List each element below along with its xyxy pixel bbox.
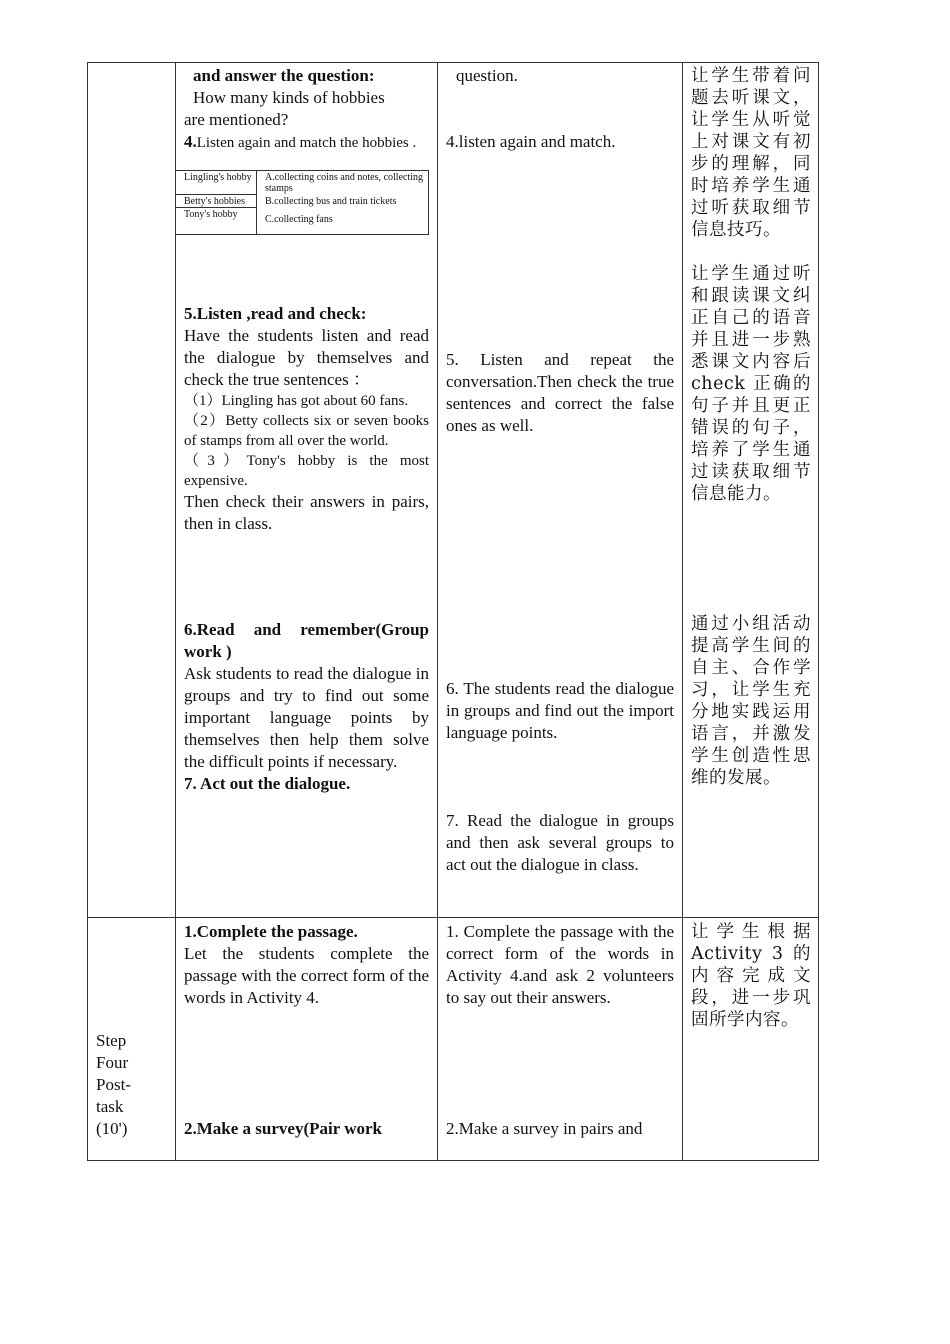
student-question: question. — [456, 66, 518, 85]
step7-heading: 7. Act out the dialogue. — [184, 774, 351, 793]
step5-sentence-3: （3）Tony's hobby is the most expensive. — [184, 453, 429, 489]
purpose-passage: 让学生根据 Activity 3 的内容完成文段，进一步巩固所学内容。 — [691, 922, 811, 1030]
step-label-task: task — [96, 1097, 124, 1116]
student-post1: 1. Complete the passage with the correct form of the words in Activity 4.and ask 2 volunteers to say out their answers. — [446, 922, 674, 1007]
table-border-left — [87, 62, 88, 1161]
table-border-right — [818, 62, 819, 1161]
step-label-four: Four — [96, 1053, 129, 1072]
step-label-time: (10') — [96, 1119, 128, 1138]
table-divider-2 — [437, 62, 438, 1161]
step4-heading — [184, 131, 429, 154]
hobby-match-table — [175, 170, 429, 235]
step5-after: Then check their answers in pairs, then in class. — [184, 492, 429, 533]
purpose-listening: 让学生带着问题去听课文，让学生从听觉上对课文有初步的理解，同时培养学生通过听获取细节信息技巧。 — [691, 66, 811, 240]
match-left-2: Betty's hobbies — [184, 196, 245, 207]
purpose-reading-check: 让学生通过听和跟读课文纠正自己的语音并且进一步熟悉课文内容后 check 正确的句子并且更正错误的句子，培养了学生通过读获取细节信息能力。 — [691, 264, 811, 504]
step-label-step: Step — [96, 1031, 127, 1050]
teacher-activity-post2 — [184, 1118, 429, 1140]
student-post2: 2.Make a survey in pairs and — [446, 1119, 643, 1138]
student-step5: 5. Listen and repeat the conversation.Then check the true sentences and correct the false ones as well. — [446, 350, 674, 435]
post1-heading: 1.Complete the passage. — [184, 922, 358, 941]
step5-sentence-1: （1）Lingling has got about 60 fans. — [184, 393, 409, 409]
post1-description: Let the students complete the passage with the correct form of the words in Activity 4. — [184, 944, 429, 1007]
step4-number: 4. — [184, 132, 197, 151]
table-border-bottom — [87, 1160, 819, 1161]
teacher-activity-post1 — [184, 921, 429, 1009]
match-right-3: C.collecting fans — [265, 214, 333, 225]
teacher-activity-top — [184, 65, 429, 154]
student-step6: 6. The students read the dialogue in groups and find out the import language points. — [446, 679, 674, 742]
match-right-2: B.collecting bus and train tickets — [265, 196, 397, 207]
step5-sentence-2: （2）Betty collects six or seven books of stamps from all over the world. — [184, 413, 429, 449]
step-label — [96, 1030, 166, 1140]
purpose-group-work: 通过小组活动提高学生间的自主、合作学习，让学生充分地实践运用语言，并激发学生创造性思维的发展。 — [691, 614, 811, 788]
step6-heading: 6.Read and remember(Group work ) — [184, 620, 429, 661]
step4-text: Listen again and match the hobbies . — [196, 135, 417, 151]
table-row-divider — [87, 917, 819, 918]
post2-heading: 2.Make a survey(Pair work — [184, 1119, 382, 1138]
match-left-3: Tony's hobby — [184, 209, 238, 220]
teacher-activity-step6 — [184, 619, 429, 795]
step5-description: Have the students listen and read the dialogue by themselves and check the true sentences ： — [184, 326, 429, 389]
teacher-activity-step5 — [184, 303, 429, 535]
step-label-post: Post- — [96, 1075, 131, 1094]
student-step4: 4.listen again and match. — [446, 132, 616, 151]
step6-description: Ask students to read the dialogue in groups and try to find out some important language points by themselves then help them solve the difficult points if necessary. — [184, 664, 429, 771]
match-left-1: Lingling's hobby — [184, 172, 252, 183]
student-step7: 7. Read the dialogue in groups and then ask several groups to act out the dialogue in class. — [446, 811, 674, 874]
table-divider-3 — [682, 62, 683, 1161]
hobbies-question-line1: How many kinds of hobbies — [193, 88, 385, 107]
listen-answer-heading: and answer the question: — [193, 66, 375, 85]
match-right-1: A.collecting coins and notes, collecting stamps — [265, 172, 423, 194]
table-border-top — [87, 62, 819, 63]
hobbies-question-line2: are mentioned? — [184, 110, 289, 129]
step5-heading: 5.Listen ,read and check: — [184, 304, 367, 323]
